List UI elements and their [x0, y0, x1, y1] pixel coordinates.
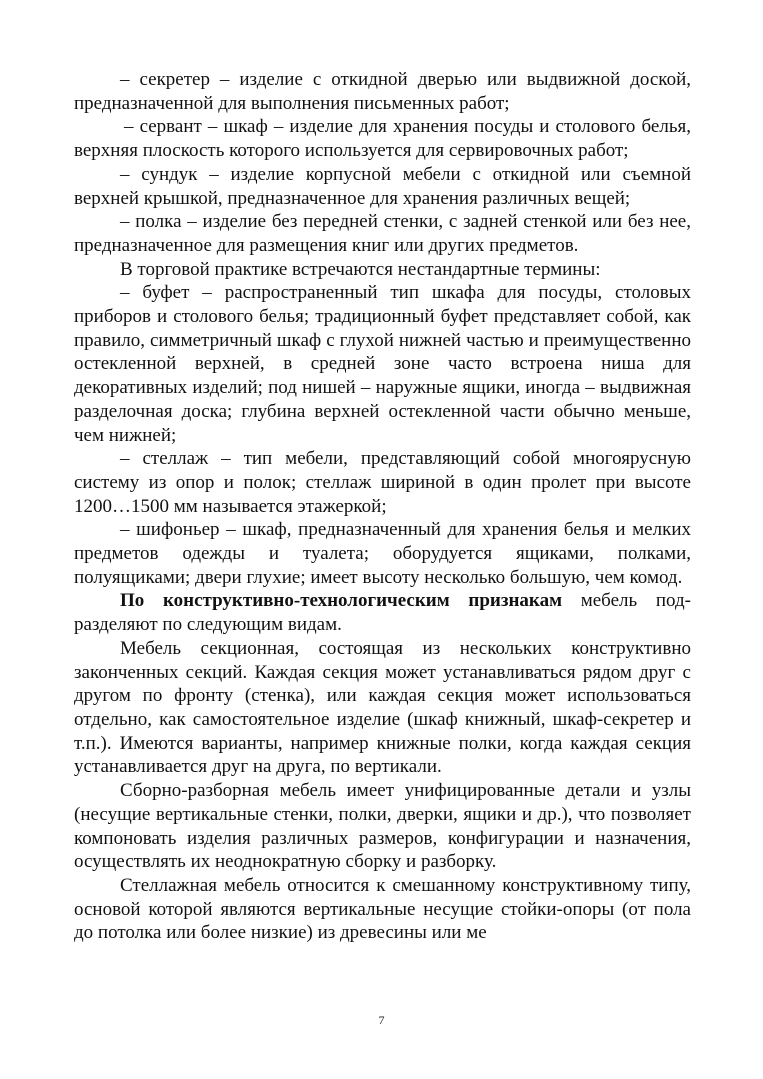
paragraph-construction-types	[74, 589, 691, 636]
paragraph-sunduk: – сундук – изделие корпусной мебели с откидной или съемной верхней крышкой, предназначенное для хранения различных вещей;	[74, 163, 691, 209]
paragraph-construction-types-text: мебель подразделяют по следующим видам.	[74, 590, 691, 636]
paragraph-bufet: – буфет – распространенный тип шкафа для посуды, столовых приборов и столового белья; традиционный буфет представляет собой, как правило, симметричный шкаф с глухой нижней частью и преимущественно остекленной верхней, в средней зоне часто встроена ниша для декоративных изделий; под нишей – наружные ящики, иногда – выдвижная разделочная доска; глубина верхней остекленной части обычно меньше, чем нижней;	[74, 282, 691, 446]
paragraph-polka: – полка – изделие без передней стенки, с задней стенкой или без нее, предназначенное для размещения книг или других предметов.	[74, 211, 691, 256]
paragraph-sekreter: – секретер – изделие с откидной дверью или выдвижной доской, предназначенной для выполнения письменных работ;	[74, 69, 691, 114]
page-number: 7	[378, 1013, 385, 1027]
paragraph-trade-terms: В торговой практике встречаются нестандартные термины:	[120, 258, 601, 280]
page-body	[74, 68, 691, 945]
bold-heading: По конструктивно-технологическим признакам	[120, 590, 563, 612]
paragraph-assembly: Сборно-разборная мебель имеет унифицированные детали и узлы (несущие вертикальные стенки, полки, дверки, ящики и др.), что позволяет компоновать изделия различных размеров, конфигурации и назначения, осуществлять их неоднократную сборку и разборку.	[74, 780, 691, 873]
paragraph-rack-furniture: Стеллажная мебель относится к смешанному конструктивному типу, основой которой являются вертикальные несущие стойки-опоры (от пола до потолка или более низкие) из древесины или ме	[74, 874, 691, 944]
paragraph-shifoner: – шифоньер – шкаф, предназначенный для хранения белья и мелких предметов одежды и туалета; оборудуется ящиками, полками, полуящиками; двери глухие; имеет высоту несколько большую, чем комод.	[74, 519, 691, 588]
paragraph-stellazh: – стеллаж – тип мебели, представляющий собой многоярусную систему из опор и полок; стеллаж шириной в один пролет при высоте 1200…1500 мм называется этажеркой;	[74, 448, 691, 517]
paragraph-sectional: Мебель секционная, состоящая из нескольких конструктивно законченных секций. Каждая секция может устанавливаться рядом друг с другом по фронту (стенка), или каждая секция может использоваться отдельно, как самостоятельное изделие (шкаф книжный, шкаф-секретер и т.п.). Имеются варианты, например книжные полки, когда каждая секция устанавливается друг на друга, по вертикали.	[74, 637, 691, 778]
paragraph-servant: – сервант – шкаф – изделие для хранения посуды и столового белья, верхняя плоскость которого используется для сервировочных работ;	[74, 116, 691, 162]
